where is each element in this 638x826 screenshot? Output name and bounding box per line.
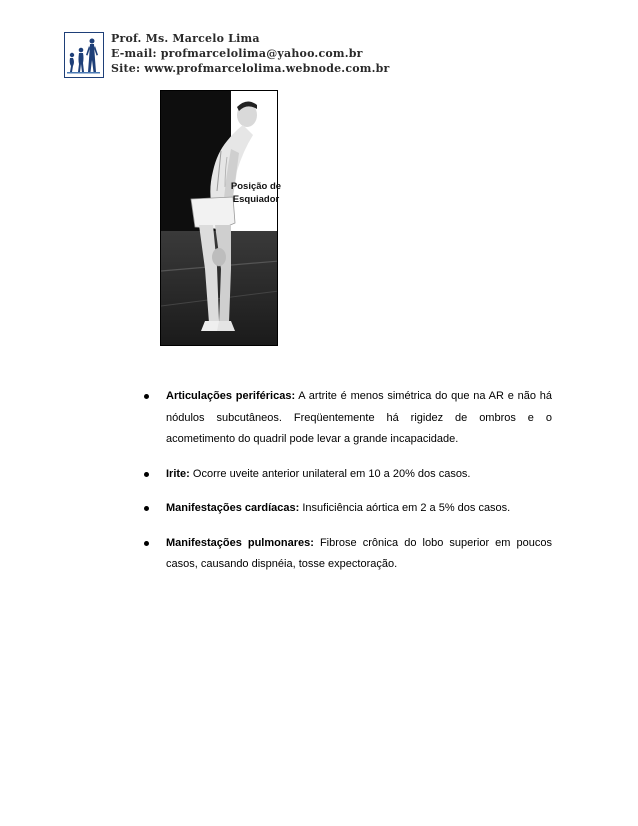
figure-caption: [224, 180, 288, 206]
skier-posture-photo: [160, 90, 278, 346]
list-item-term: Manifestações cardíacas:: [166, 502, 300, 514]
logo-icon: [64, 32, 104, 78]
caption-line-2: Esquiador: [232, 194, 280, 205]
list-item-text: Fibrose crônica do lobo superior em poucos casos, causando dispnéia, tosse expectoração.: [166, 536, 553, 570]
bullet-icon: [144, 506, 149, 511]
author-email: E-mail: profmarcelolima@yahoo.com.br: [111, 47, 363, 60]
author-name: Prof. Ms. Marcelo Lima: [111, 32, 260, 45]
caption-line-1: Posição de: [230, 181, 282, 192]
list-item-text: Ocorre uveite anterior unilateral em 10 a 20% dos casos.: [189, 467, 471, 480]
page-header: [64, 28, 390, 80]
list-item: [140, 498, 552, 520]
list-item-term: Irite:: [166, 467, 190, 480]
list-item: [140, 464, 552, 486]
manifestations-list: [140, 386, 552, 576]
list-item: [140, 533, 552, 576]
bullet-icon: [144, 394, 149, 399]
bullet-icon: [144, 472, 149, 477]
list-item-term: Articulações periféricas:: [166, 390, 296, 402]
author-site: Site: www.profmarcelolima.webnode.com.br: [111, 62, 390, 75]
list-item-text: A artrite é menos simétrica do que na AR e não há nódulos subcutâneos. Freqüentemente há rigidez de ombros e o acometimento do quadril pode levar a grande incapacidade.: [166, 390, 552, 445]
bullet-icon: [144, 541, 149, 546]
list-item-term: Manifestações pulmonares:: [166, 536, 314, 549]
list-item-text: Insuficiência aórtica em 2 a 5% dos casos.: [299, 502, 511, 514]
list-item: [140, 386, 552, 451]
